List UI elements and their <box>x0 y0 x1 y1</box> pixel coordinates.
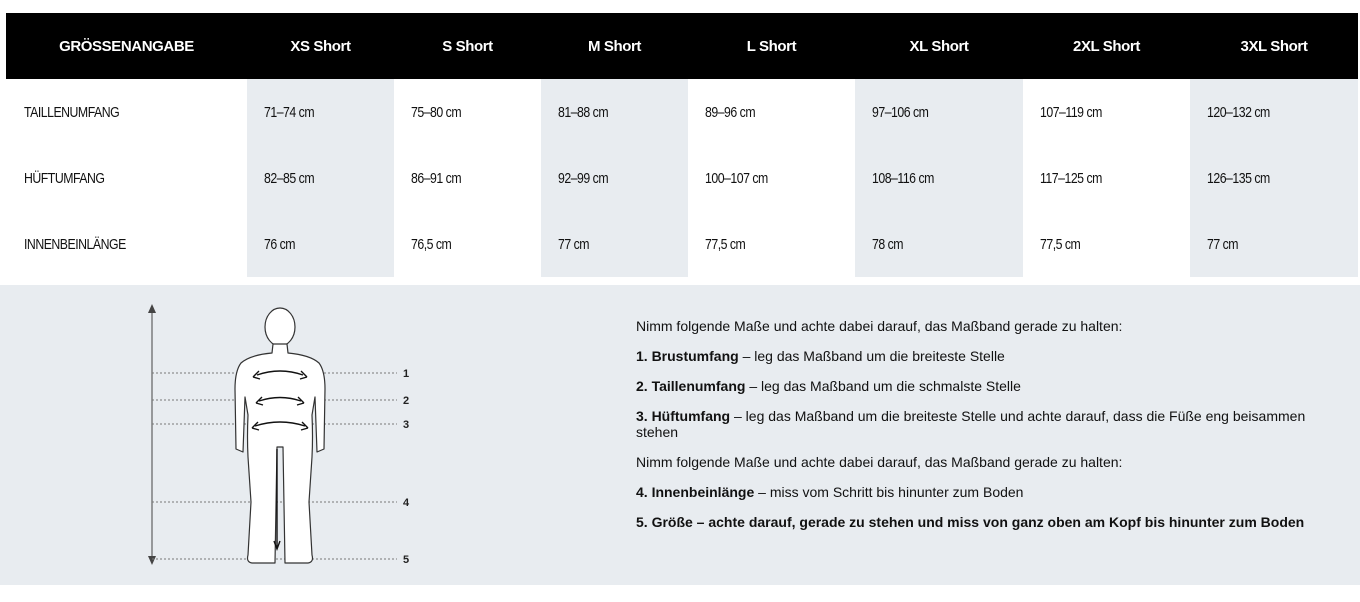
instruction-item-3: 3. Hüftumfang – leg das Maßband um die breiteste Stelle und achte darauf, dass die Füße eng beisammen stehen <box>636 408 1306 440</box>
table-cell: 108–116 cm <box>855 145 1023 211</box>
table-cell: 81–88 cm <box>541 79 688 145</box>
instruction-item-5: 5. Größe – achte darauf, gerade zu stehen und miss von ganz oben am Kopf bis hinunter zum Boden <box>636 514 1305 530</box>
table-cell: 89–96 cm <box>705 103 756 121</box>
measurement-guide-panel <box>0 285 1360 585</box>
table-cell: 100–107 cm <box>705 169 768 187</box>
table-row <box>6 145 1358 211</box>
measurement-instructions <box>636 318 1336 544</box>
table-cell: 92–99 cm <box>541 145 688 211</box>
table-row <box>6 211 1358 277</box>
human-figure-icon <box>235 308 325 563</box>
marker-5: 5 <box>403 554 410 566</box>
header-size-s: S Short <box>394 13 541 79</box>
header-size-xs: XS Short <box>247 13 394 79</box>
marker-3: 3 <box>403 419 410 431</box>
instruction-item-4: 4. Innenbeinlänge – miss vom Schritt bis hinunter zum Boden <box>636 484 1024 500</box>
header-label: GRÖSSENANGABE <box>6 13 247 79</box>
marker-2: 2 <box>403 395 410 407</box>
size-chart-table <box>6 13 1358 277</box>
marker-1: 1 <box>403 368 410 380</box>
table-header-row <box>6 13 1358 79</box>
header-size-2xl: 2XL Short <box>1023 13 1190 79</box>
instruction-item-1: 1. Brustumfang – leg das Maßband um die breiteste Stelle <box>636 348 1005 364</box>
table-cell: 126–135 cm <box>1190 145 1358 211</box>
table-cell: 120–132 cm <box>1190 79 1358 145</box>
table-row <box>6 79 1358 145</box>
table-cell: 76 cm <box>247 211 394 277</box>
body-measurement-diagram <box>135 297 425 577</box>
header-size-l: L Short <box>688 13 855 79</box>
instructions-intro-2: Nimm folgende Maße und achte dabei darauf, das Maßband gerade zu halten: <box>636 454 1123 470</box>
instructions-intro: Nimm folgende Maße und achte dabei darauf, das Maßband gerade zu halten: <box>636 318 1123 334</box>
table-cell: 77,5 cm <box>1040 235 1081 253</box>
row-label-waist: TAILLENUMFANG <box>24 103 120 121</box>
height-arrow-icon <box>148 304 156 565</box>
marker-4: 4 <box>403 497 410 509</box>
header-size-xl: XL Short <box>855 13 1023 79</box>
table-cell: 76,5 cm <box>411 235 452 253</box>
table-cell: 77 cm <box>541 211 688 277</box>
table-cell: 77 cm <box>1190 211 1358 277</box>
table-cell: 117–125 cm <box>1040 169 1102 187</box>
row-label-inseam: INNENBEINLÄNGE <box>24 235 126 253</box>
table-cell: 77,5 cm <box>705 235 746 253</box>
header-size-m: M Short <box>541 13 688 79</box>
instruction-item-2: 2. Taillenumfang – leg das Maßband um die schmalste Stelle <box>636 378 1021 394</box>
table-cell: 71–74 cm <box>247 79 394 145</box>
table-cell: 86–91 cm <box>411 169 462 187</box>
table-cell: 82–85 cm <box>247 145 394 211</box>
header-size-3xl: 3XL Short <box>1190 13 1358 79</box>
table-cell: 75–80 cm <box>411 103 462 121</box>
table-cell: 78 cm <box>855 211 1023 277</box>
table-cell: 97–106 cm <box>855 79 1023 145</box>
table-cell: 107–119 cm <box>1040 103 1102 121</box>
row-label-hip: HÜFTUMFANG <box>24 169 105 187</box>
